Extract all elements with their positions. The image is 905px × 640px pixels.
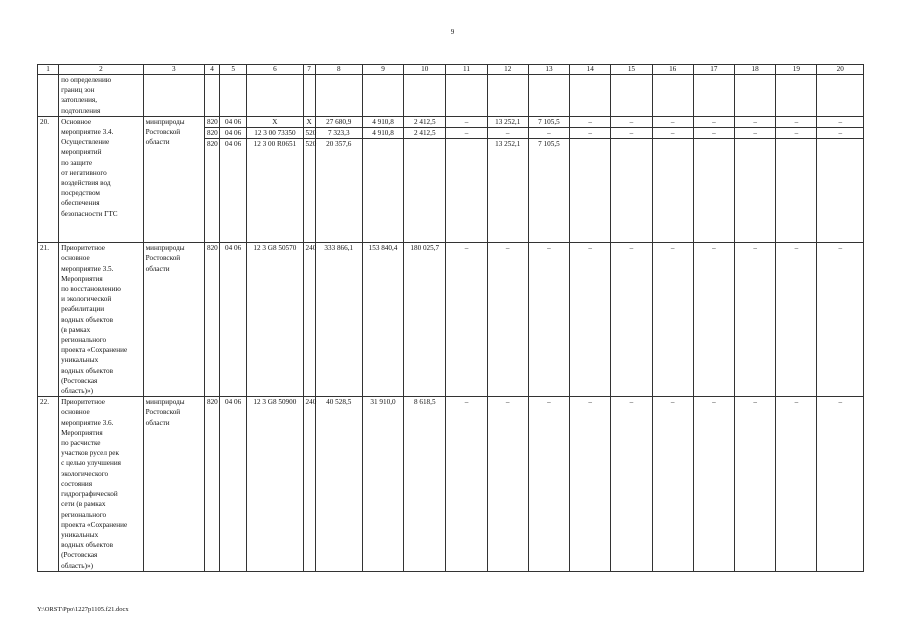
- grbs-code: 820: [204, 139, 219, 243]
- expense-type: X: [303, 116, 315, 127]
- col-header: 8: [315, 65, 362, 75]
- column-number-row: [38, 65, 864, 75]
- year-amount: 13 252,1: [487, 116, 528, 127]
- section-code: 04 06: [220, 397, 247, 571]
- expense-type: 520: [303, 128, 315, 139]
- measure-name: Основное мероприятие 3.4. Осуществление мероприятий по защите от негативного воздействия вод посредством обеспечения безопасности ГТС: [59, 116, 144, 242]
- year-amount: –: [446, 116, 487, 127]
- col-header: 3: [143, 65, 204, 75]
- total-amount: 333 866,1: [315, 243, 362, 397]
- year-amount: [693, 139, 734, 243]
- year-amount: –: [487, 243, 528, 397]
- grbs-code: 820: [204, 243, 219, 397]
- grbs-code: 820: [204, 397, 219, 571]
- col-header: 11: [446, 65, 487, 75]
- col-header: 4: [204, 65, 219, 75]
- col-header: 20: [817, 65, 864, 75]
- executor: минприроды Ростовской области: [143, 243, 204, 397]
- year-amount: –: [652, 397, 693, 571]
- year-amount: –: [528, 397, 569, 571]
- col-header: 10: [404, 65, 446, 75]
- row-number: 20.: [38, 116, 59, 242]
- section-code: 04 06: [220, 128, 247, 139]
- year-amount: –: [570, 128, 611, 139]
- target-code: 12 3 00 R0651: [247, 139, 303, 243]
- year-amount: 13 252,1: [487, 139, 528, 243]
- expense-type: 520: [303, 139, 315, 243]
- year-amount: –: [446, 397, 487, 571]
- year-amount: 153 840,4: [362, 243, 403, 397]
- year-amount: [735, 139, 776, 243]
- year-amount: –: [776, 116, 817, 127]
- measure-name: Приоритетное основное мероприятие 3.6. Мероприятия по расчистке участков русел рек с целью улучшения экологического состояния гидрографической сети (в рамках регионального проекта «Сохранение уникальных водных объектов (Ростовская область)»): [59, 397, 144, 571]
- col-header: 1: [38, 65, 59, 75]
- col-header: 17: [693, 65, 734, 75]
- year-amount: [652, 139, 693, 243]
- col-header: 19: [776, 65, 817, 75]
- year-amount: –: [446, 243, 487, 397]
- year-amount: 2 412,5: [404, 128, 446, 139]
- year-amount: –: [570, 116, 611, 127]
- col-header: 5: [220, 65, 247, 75]
- executor: минприроды Ростовской области: [143, 116, 204, 242]
- year-amount: 4 910,8: [362, 116, 403, 127]
- total-amount: 20 357,6: [315, 139, 362, 243]
- year-amount: –: [611, 128, 652, 139]
- target-code: 12 3 00 73350: [247, 128, 303, 139]
- expense-type: 240: [303, 397, 315, 571]
- year-amount: –: [652, 243, 693, 397]
- col-header: 15: [611, 65, 652, 75]
- table-row: [38, 397, 864, 571]
- year-amount: [404, 139, 446, 243]
- year-amount: [776, 139, 817, 243]
- year-amount: –: [611, 397, 652, 571]
- col-header: 6: [247, 65, 303, 75]
- year-amount: 31 910,0: [362, 397, 403, 571]
- col-header: 16: [652, 65, 693, 75]
- year-amount: –: [528, 243, 569, 397]
- year-amount: [446, 139, 487, 243]
- table-row: [38, 243, 864, 397]
- year-amount: –: [652, 128, 693, 139]
- year-amount: –: [776, 397, 817, 571]
- year-amount: –: [446, 128, 487, 139]
- year-amount: –: [611, 116, 652, 127]
- year-amount: [362, 139, 403, 243]
- page-number: 9: [450, 28, 455, 36]
- year-amount: 8 618,5: [404, 397, 446, 571]
- total-amount: 27 680,9: [315, 116, 362, 127]
- table-row: [38, 75, 864, 117]
- col-header: 18: [735, 65, 776, 75]
- year-amount: –: [570, 397, 611, 571]
- section-code: 04 06: [220, 243, 247, 397]
- year-amount: –: [528, 128, 569, 139]
- year-amount: –: [817, 397, 864, 571]
- target-code: 12 3 G8 50900: [247, 397, 303, 571]
- year-amount: –: [693, 116, 734, 127]
- measure-name: Приоритетное основное мероприятие 3.5. Мероприятия по восстановлению и экологической реабилитации водных объектов (в рамках регионального проекта «Сохранение уникальных водных объектов (Ростовская область)»): [59, 243, 144, 397]
- col-header: 14: [570, 65, 611, 75]
- total-amount: 7 323,3: [315, 128, 362, 139]
- measure-name: по определению границ зон затопления, подтопления: [59, 75, 144, 117]
- year-amount: –: [693, 128, 734, 139]
- col-header: 7: [303, 65, 315, 75]
- year-amount: –: [693, 243, 734, 397]
- total-amount: 40 528,5: [315, 397, 362, 571]
- file-path-footer: Y:\ORST\Ppo\1227p1105.f21.docx: [37, 606, 129, 613]
- year-amount: 7 105,5: [528, 139, 569, 243]
- year-amount: 7 105,5: [528, 116, 569, 127]
- year-amount: –: [817, 116, 864, 127]
- year-amount: [817, 139, 864, 243]
- year-amount: 180 025,7: [404, 243, 446, 397]
- year-amount: –: [652, 116, 693, 127]
- section-code: 04 06: [220, 116, 247, 127]
- col-header: 12: [487, 65, 528, 75]
- col-header: 9: [362, 65, 403, 75]
- year-amount: –: [570, 243, 611, 397]
- program-table: [37, 64, 864, 572]
- year-amount: –: [735, 116, 776, 127]
- year-amount: –: [735, 397, 776, 571]
- year-amount: 4 910,8: [362, 128, 403, 139]
- row-number: 21.: [38, 243, 59, 397]
- year-amount: [611, 139, 652, 243]
- year-amount: –: [693, 397, 734, 571]
- table-row: [38, 116, 864, 127]
- col-header: 2: [59, 65, 144, 75]
- year-amount: –: [735, 128, 776, 139]
- grbs-code: 820: [204, 128, 219, 139]
- year-amount: –: [487, 128, 528, 139]
- grbs-code: 820: [204, 116, 219, 127]
- target-code: 12 3 G8 50570: [247, 243, 303, 397]
- target-code: X: [247, 116, 303, 127]
- year-amount: –: [817, 128, 864, 139]
- row-number: 22.: [38, 397, 59, 571]
- year-amount: –: [611, 243, 652, 397]
- year-amount: –: [735, 243, 776, 397]
- section-code: 04 06: [220, 139, 247, 243]
- executor: минприроды Ростовской области: [143, 397, 204, 571]
- year-amount: –: [776, 128, 817, 139]
- year-amount: [570, 139, 611, 243]
- year-amount: –: [817, 243, 864, 397]
- year-amount: –: [776, 243, 817, 397]
- year-amount: –: [487, 397, 528, 571]
- year-amount: 2 412,5: [404, 116, 446, 127]
- expense-type: 240: [303, 243, 315, 397]
- col-header: 13: [528, 65, 569, 75]
